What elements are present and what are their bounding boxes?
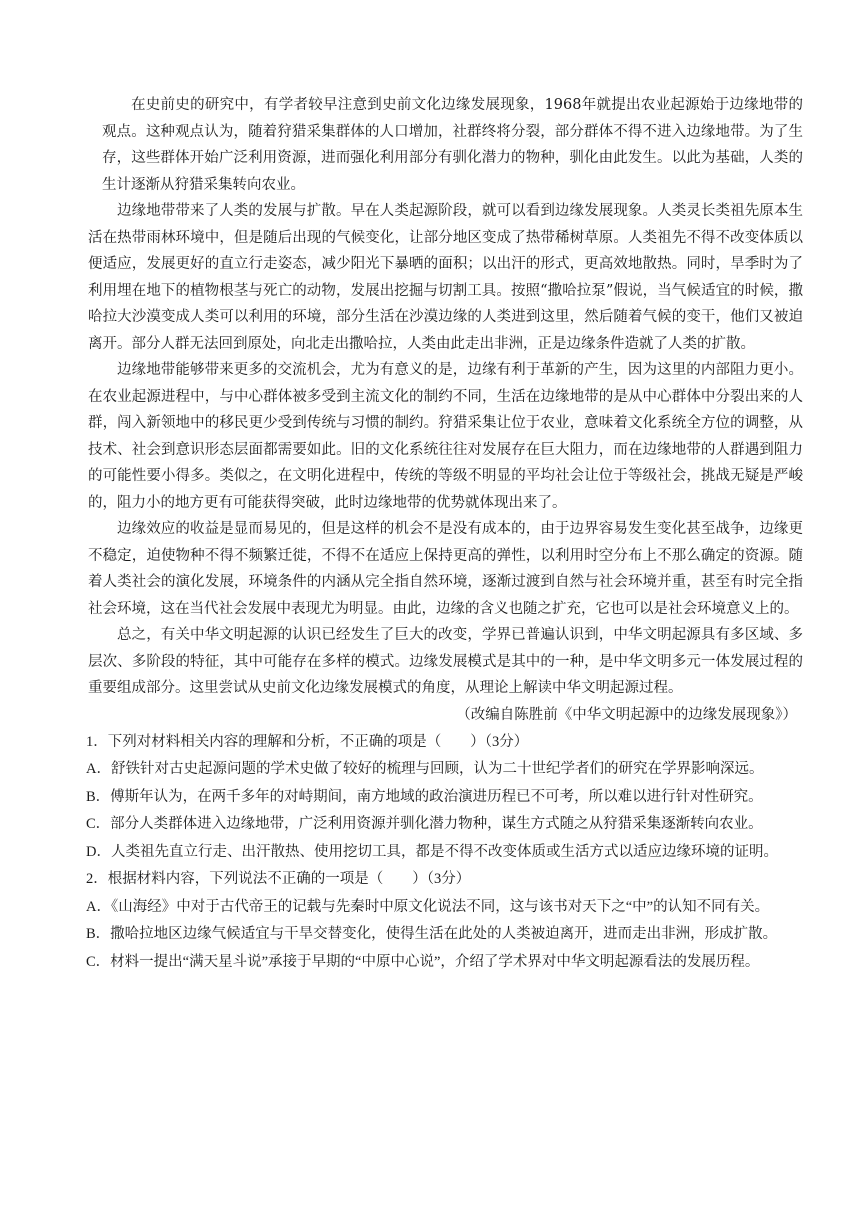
question-stem: 1．下列对材料相关内容的理解和分析，不正确的项是（ ）（3分） (86, 733, 529, 750)
option-c: C．部分人类群体进入边缘地带，广泛利用资源并驯化潜力物种，谋生方式随之从狩猎采集逐渐转向农业。 (86, 816, 763, 832)
option-b: B．傅斯年认为，在两千多年的对峙期间，南方地域的政治演进历程已不可考，所以难以进行针对性研究。 (86, 788, 763, 805)
question-stem: 2．根据材料内容，下列说法不正确的一项是（ ）（3分） (86, 871, 471, 887)
option-b: B．撒哈拉地区边缘气候适宜与干旱交替变化，使得生活在此处的人类被迫离开，进而走出非洲，形成扩散。 (86, 926, 778, 942)
passage-paragraph-2: 边缘地带带来了人类的发展与扩散。早在人类起源阶段，就可以看到边缘发展现象。人类灵长类祖先原本生活在热带雨林环境中，但是随后出现的气候变化，让部分地区变成了热带稀树草原。人类祖先不得不改变体质以便适应，发展更好的直立行走姿态，减少阳光下暴晒的面积；以出汗的形式，更高效地散热。同时，旱季时为了利用埋在地下的植物根茎与死亡的动物，发展出挖掘与切割工具。按照“撒哈拉泵”假说，当气候适宜的时候，撒哈拉大沙漠变成人类可以利用的环境，部分生活在沙漠边缘的人类进到这里，然后随着气候的变干，他们又被迫离开。部分人群无法回到原处，向北走出撒哈拉，人类由此走出非洲，正是边缘条件造就了人类的扩散。 (88, 203, 803, 352)
passage-paragraph-4: 边缘效应的收益是显而易见的，但是这样的机会不是没有成本的，由于边界容易发生变化甚至战争，边缘更不稳定，迫使物种不得不频繁迁徙，不得不在适应上保持更高的弹性，以利用时空分布上不那么确定的资源。随着人类社会的演化发展，环境条件的内涵从完全指自然环境，逐渐过渡到自然与社会环境并重，甚至有时完全指社会环境，这在当代社会发展中表现尤为明显。由此，边缘的含义也随之扩充，它也可以是社会环境意义上的。 (88, 521, 803, 617)
passage-source: （改编自陈胜前《中华文明起源中的边缘发展现象》） (456, 706, 797, 723)
reading-passage (88, 92, 803, 729)
option-c: C．材料一提出“满天星斗说”承接于早期的“中原中心说”，介绍了学术界对中华文明起源看法的发展历程。 (86, 953, 760, 970)
option-a: A．舒铁针对古史起源问题的学术史做了较好的梳理与回顾，认为二十世纪学者们的研究在学界影响深远。 (86, 761, 764, 777)
option-a: A．《山海经》中对于古代帝王的记载与先秦时中原文化说法不同，这与该书对天下之“中”的认知不同有关。 (86, 898, 770, 915)
option-d: D．人类祖先直立行走、出汗散热、使用挖切工具，都是不得不改变体质或生活方式以适应边缘环境的证明。 (86, 843, 778, 860)
question-1 (86, 729, 803, 867)
question-2 (86, 866, 803, 976)
passage-paragraph-1: 在史前史的研究中，有学者较早注意到史前文化边缘发展现象，1968年就提出农业起源始于边缘地带的观点。这种观点认为，随着狩猎采集群体的人口增加，社群终将分裂，部分群体不得不进入边缘地带。为了生存，这些群体开始广泛利用资源，进而强化利用部分有驯化潜力的物种，驯化由此发生。以此为基础，人类的生计逐渐从狩猎采集转向农业。 (102, 97, 803, 193)
passage-paragraph-5: 总之，有关中华文明起源的认识已经发生了巨大的改变，学界已普遍认识到，中华文明起源具有多区域、多层次、多阶段的特征，其中可能存在多样的模式。边缘发展模式是其中的一种，是中华文明多元一体发展过程的重要组成部分。这里尝试从史前文化边缘发展模式的角度，从理论上解读中华文明起源过程。 (88, 627, 803, 696)
question-section (86, 729, 803, 977)
passage-paragraph-3: 边缘地带能够带来更多的交流机会，尤为有意义的是，边缘有利于革新的产生，因为这里的内部阻力更小。在农业起源进程中，与中心群体被多受到主流文化的制约不同，生活在边缘地带的是从中心群体中分裂出来的人群，闯入新领地中的移民更少受到传统与习惯的制约。狩猎采集让位于农业，意味着文化系统全方位的调整，从技术、社会到意识形态层面都需要如此。旧的文化系统往往对发展存在巨大阻力，而在边缘地带的人群遇到阻力的可能性要小得多。类似之，在文明化进程中，传统的等级不明显的平均社会让位于等级社会，挑战无疑是严峻的，阻力小的地方更有可能获得突破，此时边缘地带的优势就体现出来了。 (88, 362, 803, 511)
